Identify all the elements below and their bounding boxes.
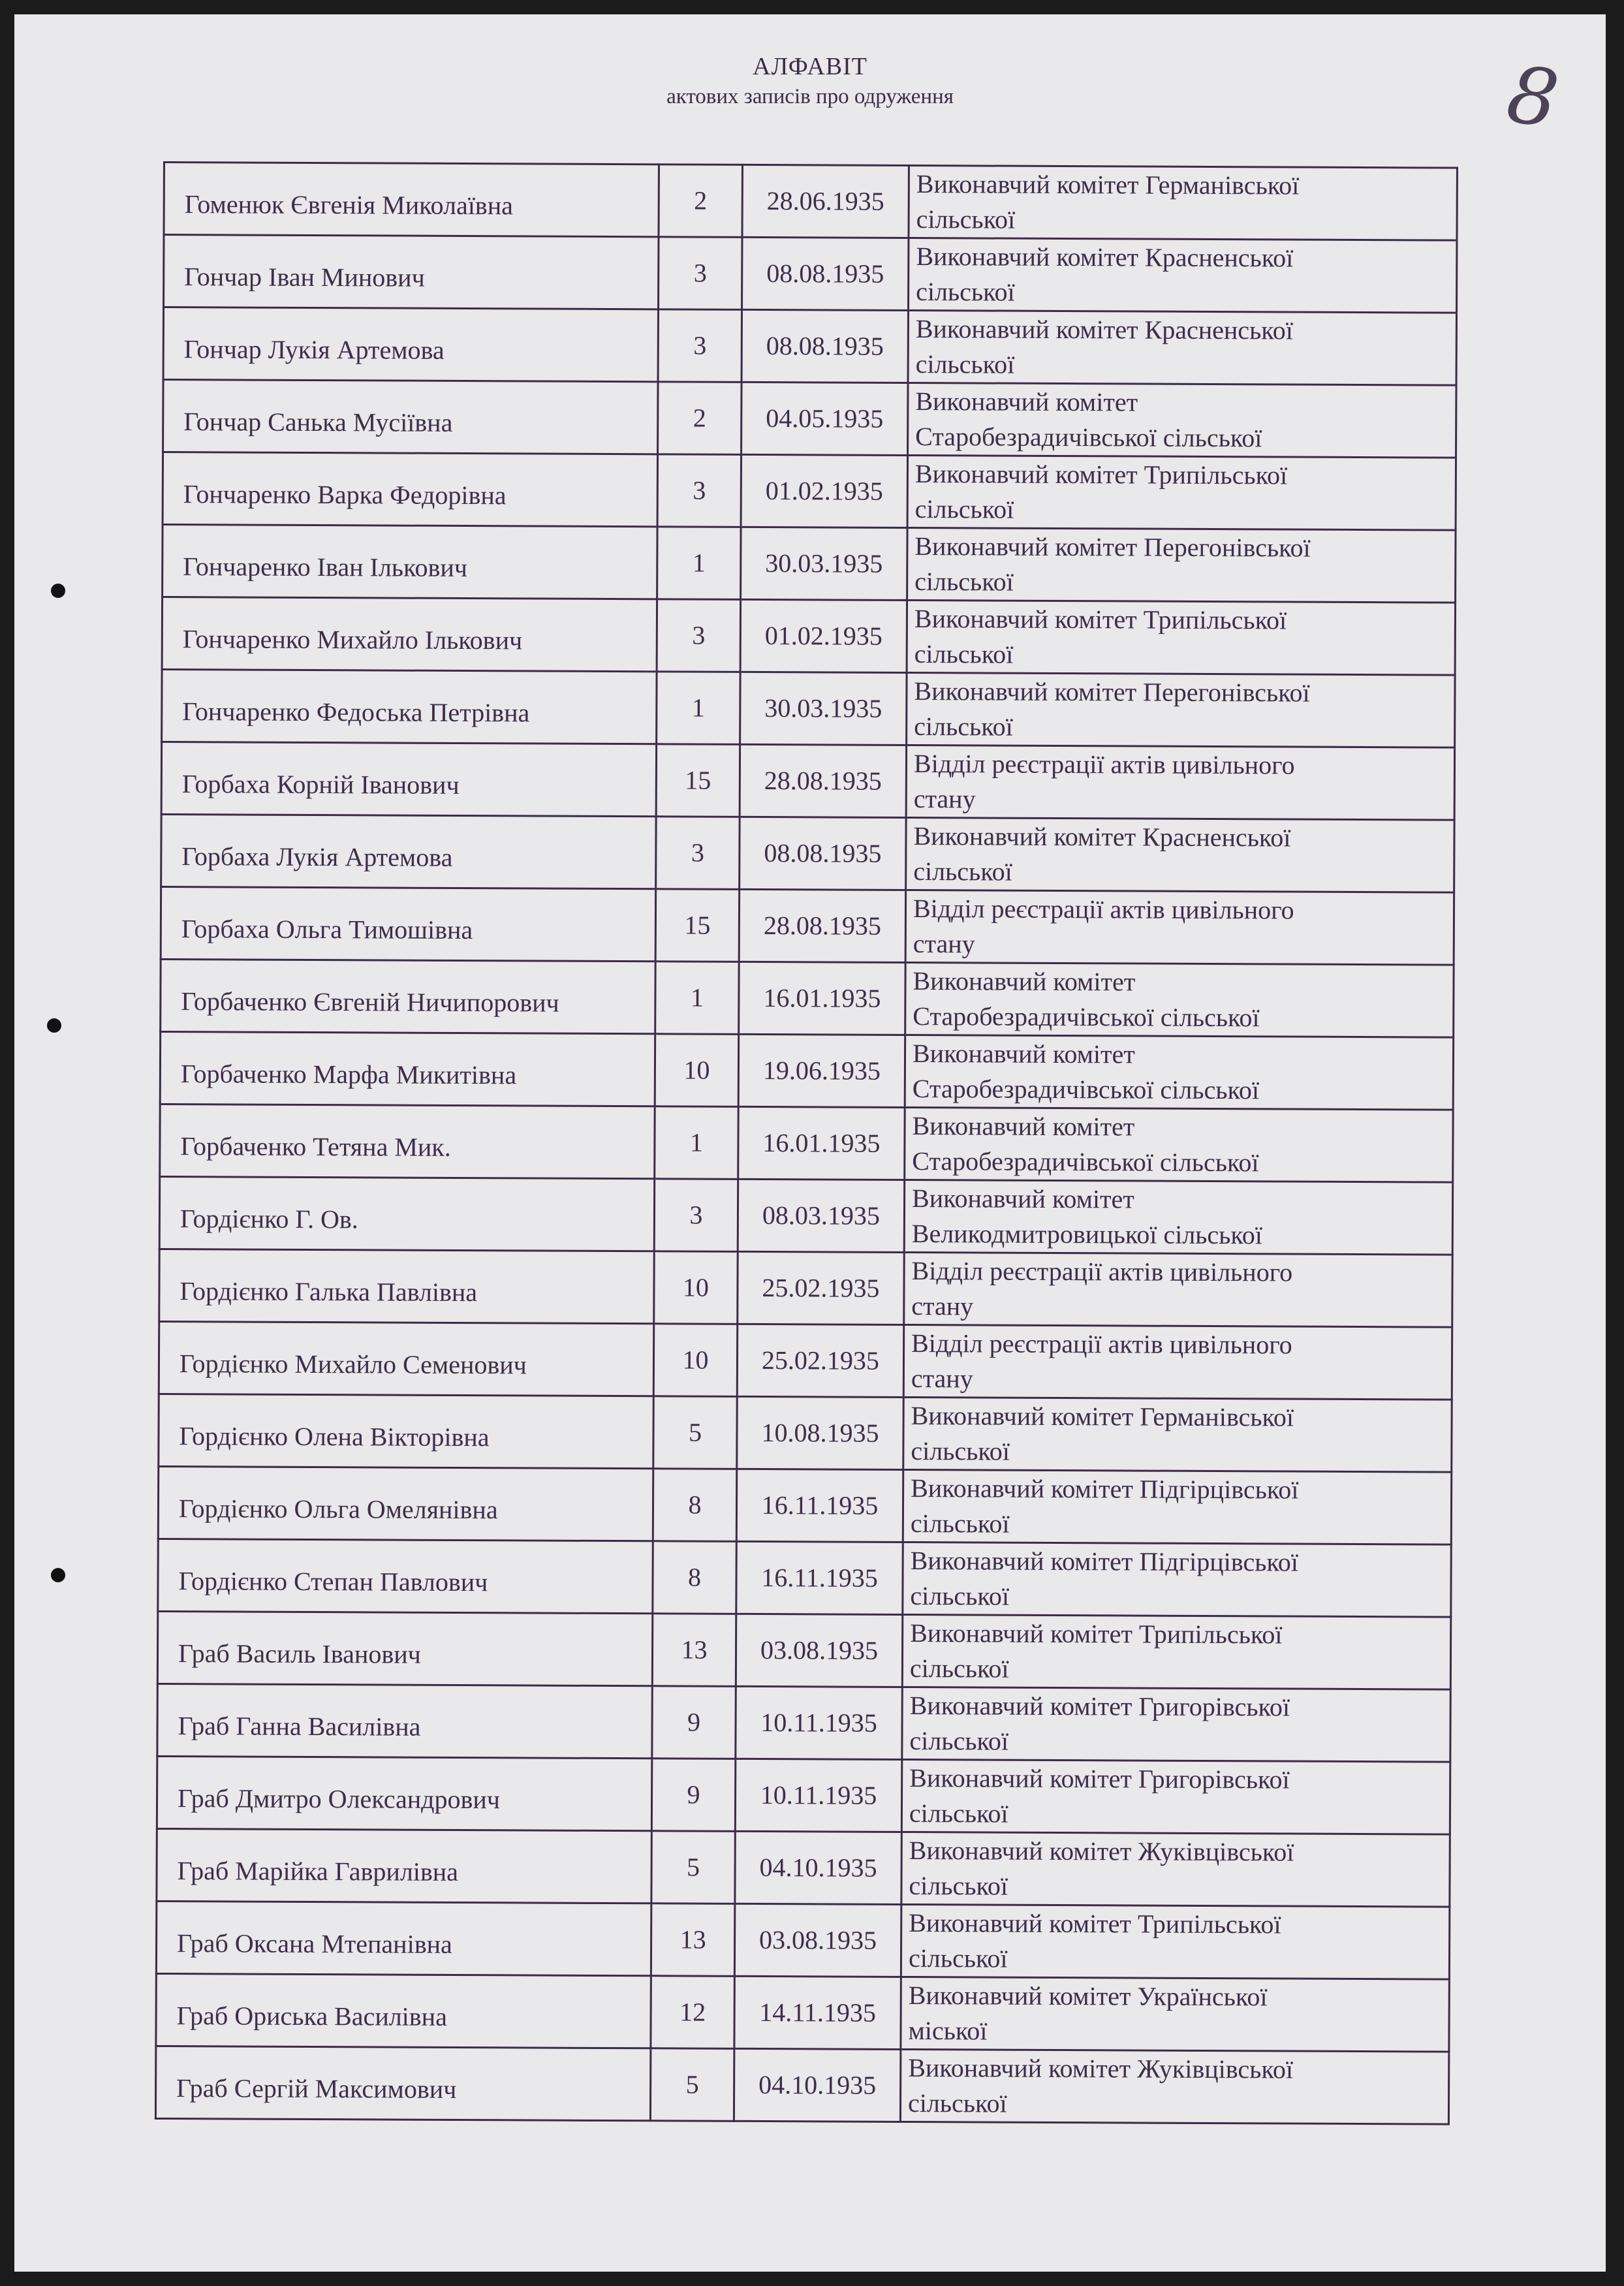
record-number-cell: 5: [653, 1396, 737, 1469]
record-date-cell: 01.02.1935: [740, 599, 907, 672]
table-row: [157, 1611, 1450, 1689]
record-date-cell: 04.05.1935: [742, 382, 908, 455]
person-name-cell: Горбаха Корній Іванович: [161, 742, 656, 816]
registry-office-cell: Виконавчий комітет Красненської сільської: [908, 310, 1456, 385]
table-row: [161, 886, 1454, 965]
record-date-cell: 28.06.1935: [742, 164, 909, 238]
registry-office-cell: Відділ реєстрації актів цивільного стану: [904, 1252, 1452, 1327]
record-date-cell: 30.03.1935: [740, 672, 907, 745]
record-date-cell: 08.08.1935: [742, 309, 908, 383]
handwritten-page-number: 8: [1501, 49, 1564, 146]
record-date-cell: 16.11.1935: [736, 1541, 903, 1614]
table-row: [162, 669, 1455, 747]
record-number-cell: 3: [657, 454, 741, 527]
table-row: [163, 525, 1456, 603]
table-row: [157, 1683, 1450, 1762]
punch-hole-mark: [51, 1568, 65, 1582]
registry-office-cell: Виконавчий комітет Старобезрадичівської сільської: [905, 962, 1454, 1037]
person-name-cell: Граб Ганна Василівна: [157, 1683, 652, 1758]
record-number-cell: 8: [653, 1541, 736, 1614]
registry-office-cell: Виконавчий комітет Великодмитровицької сільської: [904, 1180, 1452, 1255]
record-number-cell: 10: [655, 1034, 738, 1107]
registry-office-cell: Виконавчий комітет Української міської: [901, 1977, 1449, 2052]
record-number-cell: 15: [656, 744, 740, 817]
person-name-cell: Гончар Іван Минович: [164, 235, 659, 309]
record-number-cell: 15: [655, 889, 739, 962]
table-row: [158, 1466, 1451, 1544]
record-number-cell: 2: [659, 164, 742, 238]
registry-office-cell: Виконавчий комітет Старобезрадичівської сільської: [905, 1035, 1453, 1110]
record-date-cell: 16.01.1935: [739, 962, 905, 1035]
record-date-cell: 01.02.1935: [741, 454, 907, 527]
record-number-cell: 1: [655, 962, 739, 1035]
registry-office-cell: Виконавчий комітет Жуківцівської сільської: [901, 1832, 1450, 1907]
table-row: [157, 1756, 1450, 1834]
record-date-cell: 08.08.1935: [740, 817, 906, 890]
person-name-cell: Гончаренко Михайло Ількович: [162, 597, 657, 672]
person-name-cell: Горбаха Ольга Тимошівна: [161, 886, 655, 961]
table-row: [163, 452, 1456, 531]
person-name-cell: Гончар Лукія Артемова: [163, 307, 658, 382]
person-name-cell: Гордієнко Г. Ов.: [159, 1176, 654, 1251]
registry-office-cell: Виконавчий комітет Григорівської сільської: [902, 1687, 1450, 1762]
record-number-cell: 3: [654, 1179, 738, 1252]
marriage-records-table: [155, 161, 1458, 2125]
person-name-cell: Горбаха Лукія Артемова: [161, 814, 656, 888]
record-number-cell: 1: [657, 527, 741, 600]
record-number-cell: 1: [657, 672, 740, 745]
table-row: [164, 235, 1457, 313]
person-name-cell: Гончаренко Іван Ількович: [163, 525, 657, 599]
table-row: [160, 1031, 1453, 1110]
registry-office-cell: Виконавчий комітет Старобезрадичівської сільської: [908, 383, 1456, 458]
record-number-cell: 9: [652, 1686, 736, 1759]
person-name-cell: Гончаренко Федоська Петрівна: [162, 669, 657, 744]
registry-office-cell: Виконавчий комітет Перегонівської сільської: [907, 527, 1456, 603]
registry-office-cell: Виконавчий комітет Красненської сільської: [909, 238, 1457, 313]
record-date-cell: 10.11.1935: [735, 1759, 901, 1832]
registry-office-cell: Виконавчий комітет Германівської сільської: [909, 165, 1457, 240]
table-row: [159, 1394, 1452, 1472]
registry-office-cell: Виконавчий комітет Красненської сільської: [906, 817, 1454, 892]
record-number-cell: 1: [655, 1106, 738, 1180]
person-name-cell: Граб Марійка Гаврилівна: [157, 1828, 651, 1903]
record-number-cell: 5: [651, 1831, 735, 1904]
record-date-cell: 16.11.1935: [736, 1469, 903, 1542]
table-row: [164, 163, 1457, 241]
table-row: [156, 1973, 1449, 2052]
person-name-cell: Горбаченко Євгеній Ничипорович: [161, 959, 655, 1033]
document-title: АЛФАВІТ: [753, 53, 867, 80]
registry-office-cell: Виконавчий комітет Германівської сільської: [903, 1397, 1452, 1472]
table-row: [158, 1539, 1451, 1617]
record-date-cell: 30.03.1935: [741, 527, 907, 600]
registry-office-cell: Виконавчий комітет Трипільської сільської: [902, 1614, 1450, 1689]
person-name-cell: Граб Василь Іванович: [157, 1611, 652, 1685]
record-number-cell: 13: [651, 1903, 734, 1977]
record-date-cell: 25.02.1935: [738, 1251, 904, 1324]
record-number-cell: 8: [653, 1469, 736, 1542]
person-name-cell: Горбаченко Марфа Микитівна: [160, 1031, 655, 1106]
person-name-cell: Граб Оксана Мтепанівна: [156, 1901, 651, 1975]
record-number-cell: 3: [657, 599, 740, 672]
person-name-cell: Гордієнко Галька Павлівна: [159, 1249, 654, 1323]
person-name-cell: Граб Сергій Максимович: [155, 2046, 650, 2120]
record-number-cell: 12: [651, 1976, 734, 2049]
table-row: [159, 1249, 1452, 1327]
punch-hole-mark: [51, 584, 65, 598]
record-number-cell: 3: [656, 817, 740, 890]
record-number-cell: 10: [654, 1251, 738, 1324]
registry-office-cell: Відділ реєстрації актів цивільного стану: [906, 745, 1454, 820]
table-row: [161, 959, 1454, 1037]
table-row: [157, 1828, 1450, 1907]
table-row: [163, 307, 1456, 386]
record-date-cell: 03.08.1935: [736, 1614, 902, 1687]
registry-office-cell: Виконавчий комітет Підгірцівської сільської: [903, 1469, 1451, 1544]
punch-hole-mark: [47, 1018, 61, 1033]
record-number-cell: 10: [653, 1324, 737, 1397]
table-row: [160, 1104, 1453, 1182]
record-date-cell: 14.11.1935: [734, 1976, 901, 2049]
record-date-cell: 19.06.1935: [738, 1034, 905, 1107]
registry-office-cell: Відділ реєстрації актів цивільного стану: [903, 1324, 1452, 1400]
record-date-cell: 04.10.1935: [734, 2048, 900, 2122]
table-row: [155, 2046, 1448, 2124]
table-row: [159, 1321, 1452, 1400]
registry-office-cell: Виконавчий комітет Старобезрадичівської сільської: [905, 1107, 1453, 1182]
table-row: [159, 1176, 1452, 1255]
record-date-cell: 28.08.1935: [740, 744, 906, 817]
table-row: [162, 597, 1455, 676]
record-number-cell: 2: [658, 382, 742, 455]
record-number-cell: 3: [659, 237, 742, 310]
table-row: [156, 1901, 1449, 1979]
registry-office-cell: Виконавчий комітет Трипільської сільської: [907, 600, 1455, 675]
record-date-cell: 08.08.1935: [742, 237, 909, 310]
registry-office-cell: Виконавчий комітет Трипільської сільської: [901, 1904, 1449, 1979]
registry-office-cell: Виконавчий комітет Трипільської сільської: [907, 455, 1456, 530]
record-number-cell: 3: [658, 309, 742, 383]
person-name-cell: Гордієнко Михайло Семенович: [159, 1321, 653, 1396]
person-name-cell: Горбаченко Тетяна Мик.: [160, 1104, 655, 1178]
person-name-cell: Гончаренко Варка Федорівна: [163, 452, 657, 527]
table-row: [161, 742, 1454, 820]
record-date-cell: 10.08.1935: [737, 1396, 903, 1469]
record-date-cell: 03.08.1935: [734, 1903, 901, 1977]
person-name-cell: Граб Ориська Василівна: [156, 1973, 651, 2048]
registry-office-cell: Виконавчий комітет Перегонівської сільської: [907, 672, 1455, 747]
records-table-body: [155, 163, 1457, 2125]
table-row: [161, 814, 1454, 892]
person-name-cell: Гордієнко Степан Павлович: [158, 1539, 653, 1613]
record-date-cell: 04.10.1935: [735, 1831, 901, 1904]
person-name-cell: Гордієнко Ольга Омелянівна: [158, 1466, 653, 1541]
registry-office-cell: Виконавчий комітет Григорівської сільської: [901, 1759, 1450, 1834]
registry-office-cell: Виконавчий комітет Підгірцівської сільської: [903, 1542, 1451, 1617]
record-date-cell: 08.03.1935: [738, 1179, 904, 1252]
record-number-cell: 5: [650, 2048, 734, 2122]
record-date-cell: 16.01.1935: [738, 1106, 905, 1180]
record-number-cell: 13: [652, 1614, 736, 1687]
person-name-cell: Гончар Санька Мусіївна: [163, 380, 658, 454]
document-subtitle: актових записів про одруження: [666, 85, 954, 108]
person-name-cell: Гоменюк Євгенія Миколаївна: [164, 163, 659, 237]
registry-office-cell: Відділ реєстрації актів цивільного стану: [905, 890, 1454, 965]
record-number-cell: 9: [651, 1759, 735, 1832]
document-page: [14, 14, 1606, 2272]
record-date-cell: 25.02.1935: [737, 1324, 903, 1397]
record-date-cell: 10.11.1935: [736, 1686, 902, 1759]
person-name-cell: Граб Дмитро Олександрович: [157, 1756, 651, 1830]
registry-office-cell: Виконавчий комітет Жуківцівської сільської: [900, 2049, 1448, 2124]
person-name-cell: Гордієнко Олена Вікторівна: [159, 1394, 653, 1468]
table-row: [163, 380, 1456, 458]
record-date-cell: 28.08.1935: [739, 889, 905, 962]
